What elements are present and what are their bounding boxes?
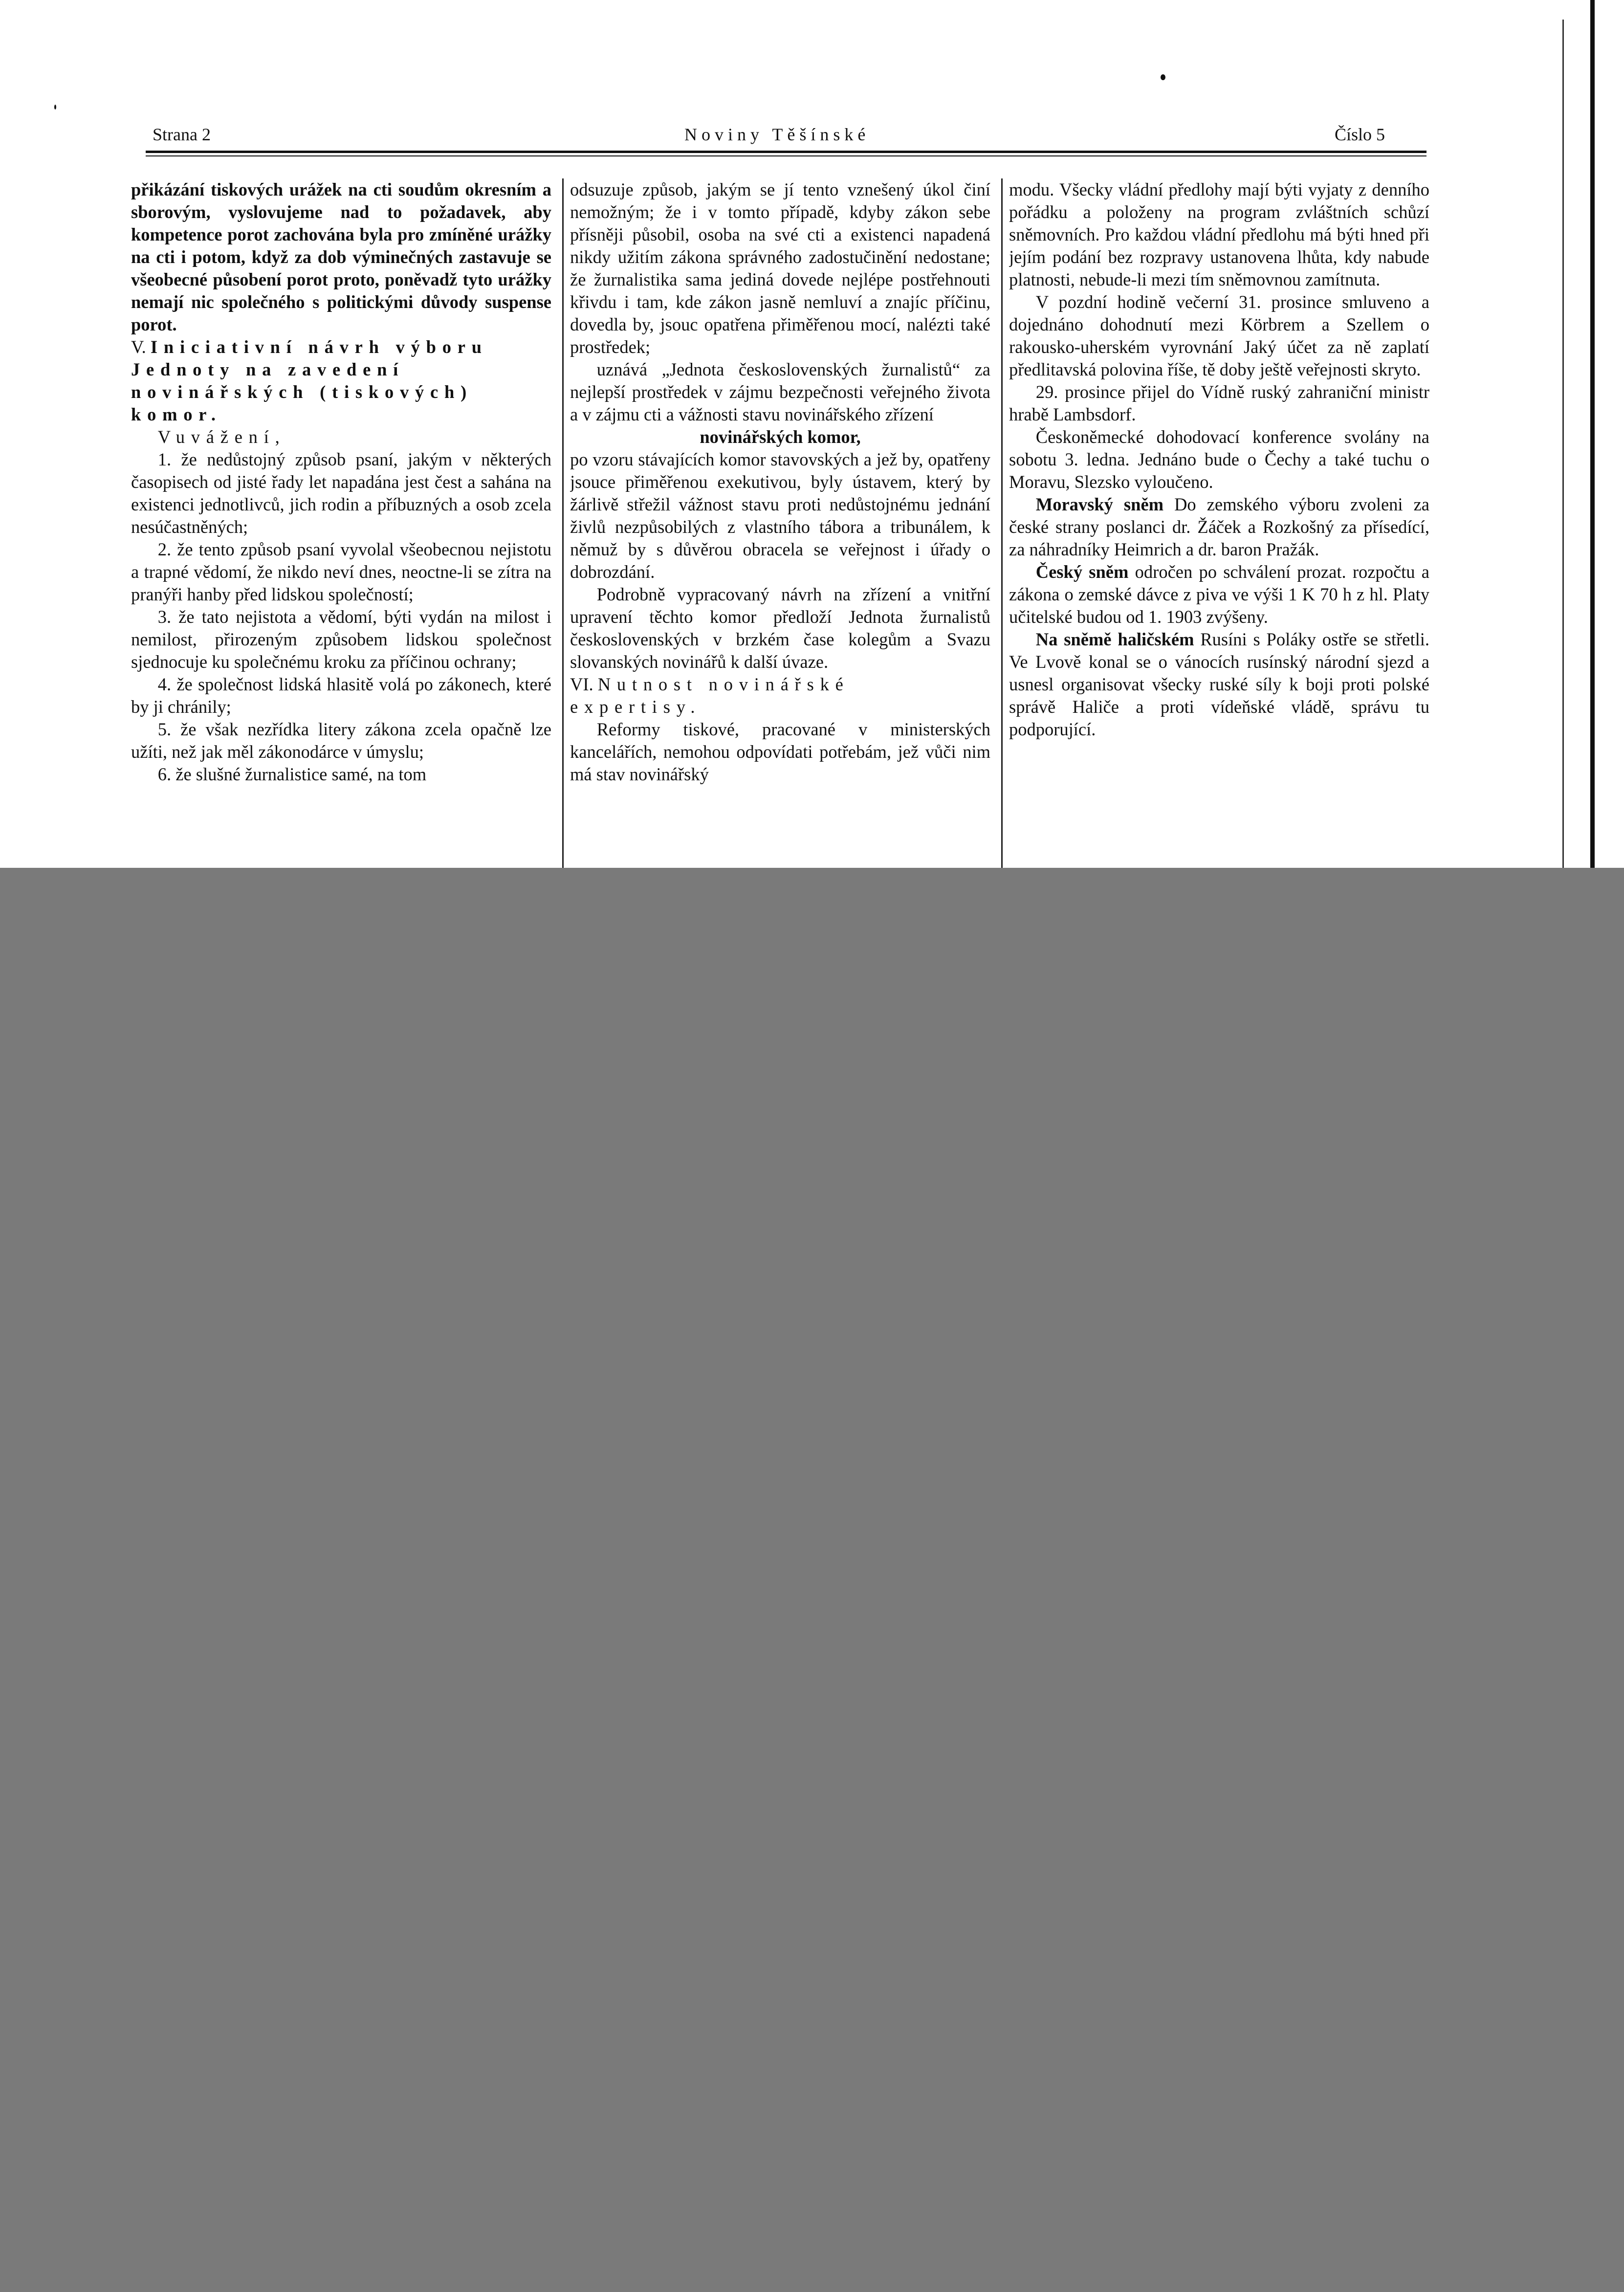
paragraph: přikázání tiskových urážek na cti soudům okresním a sborovým, vyslovujeme nad to požadavek, aby kompetence porot zachována byla pro zmíněné urážky na cti i potom, když za dob výminečných zastavuje se všeobecné působení porot proto, poněvadž tyto urážky nemají nic společného s politickými důvody suspense porot. — [131, 179, 551, 334]
article-column-1 — [131, 178, 551, 868]
column-divider — [562, 178, 564, 868]
paragraph: 2. že tento způsob psaní vyvolal všeobecnou nejistotu a trapné vědomí, že nikdo neví dnes, neoctne-li se zítra na pranýři hanby před lidskou společností; — [131, 539, 551, 604]
paragraph: po vzoru stávajících komor stavovských a jež by, opatřeny jsouce přiměřenou exekutivou, byly ústavem, který by žárlivě střežil vážnost stavu proti nedůstojnému jednání živlů nezpůsobilých z vlastního tábora a tribunálem, k němuž by s důvěrou obracela se veřejnost i úřady o dobrozdání. — [570, 449, 990, 582]
paragraph: 6. že slušné žurnalistice samé, na tom — [157, 764, 427, 784]
paragraph: VI. Nutnost novinářské expertisy. — [570, 674, 850, 717]
ink-speck — [1161, 74, 1165, 80]
header-rule — [146, 151, 1426, 153]
paragraph: Český sněm odročen po schválení prozat. rozpočtu a zákona o zemské dávce z piva ve výši 1 K 70 h z hl. Platy učitelské budou od 1. 1903 zvýšeny. — [1009, 562, 1429, 627]
newspaper-page — [0, 0, 1624, 868]
column-divider — [1001, 178, 1003, 868]
paragraph: Vuvážení, — [157, 427, 286, 447]
page-number-label: Strana 2 — [153, 125, 211, 144]
paragraph: odsuzuje způsob, jakým se jí tento vznešený úkol činí nemožným; že i v tomto případě, kdyby zákon sebe přísněji působil, osoba na své cti a existenci napadená nikdy užitím zákona správného zadostučinění nedostane; že žurnalistika sama jediná dovede nejlépe postřehnouti křivdu i tam, kde zákon jasně nemluví a znajíc příčinu, dovedla by, jsouc opatřena přiměřenou mocí, nalézti také prostředek; — [570, 179, 990, 357]
header-rule-thin — [146, 155, 1426, 156]
paragraph: 4. že společnost lidská hlasitě volá po zákonech, které by ji chránily; — [131, 674, 551, 717]
paragraph: novinářských komor, — [700, 427, 861, 447]
article-column-2 — [570, 178, 990, 868]
paragraph: Na sněmě haličském Rusíni s Poláky ostře se střetli. Ve Lvově konal se o vánocích rusínský národní sjezd a usnesl organisovat všecky ruské síly k boji proti polské správě Haliče a proti vídeňské vládě, správu tu podporující. — [1009, 629, 1429, 739]
issue-number-label: Číslo 5 — [1335, 125, 1385, 144]
paragraph: 1. že nedůstojný způsob psaní, jakým v některých časopisech od jisté řady let napadána jest čest a sahána na existenci jednotlivců, jich rodin a příbuzných a osob zcela nesúčastněných; — [131, 449, 551, 537]
paragraph: Reformy tiskové, pracované v ministerských kancelářích, nemohou odpovídati potřebám, jež vůči nim má stav novinářský — [570, 719, 990, 784]
paragraph: 29. prosince přijel do Vídně ruský zahraniční ministr hrabě Lambsdorf. — [1009, 382, 1429, 424]
paragraph: Moravský sněm Do zemského výboru zvoleni za české strany poslanci dr. Žáček a Rozkošný za přísedící, za náhradníky Heimrich a dr. baron Pražák. — [1009, 494, 1429, 559]
paragraph: Podrobně vypracovaný návrh na zřízení a vnitřní upravení těchto komor předloží Jednota žurnalistů československých v brzkém čase kolegům a Svazu slovanských novinářů k další úvaze. — [570, 584, 990, 672]
paragraph: 3. že tato nejistota a vědomí, býti vydán na milost i nemilost, přirozeným způsobem lidskou společnost sjednocuje ku společnému kroku za příčinou ochrany; — [131, 607, 551, 672]
page-edge-shadow — [1590, 0, 1595, 868]
paragraph: 5. že však nezřídka litery zákona zcela opačně lze užíti, než jak měl zákonodárce v úmyslu; — [131, 719, 551, 762]
column-edge-line — [1562, 20, 1564, 868]
paragraph: uznává „Jednota československých žurnalistů“ za nejlepší prostředek v zájmu bezpečnosti veřejného života a v zájmu cti a vážnosti stavu novinářského zřízení — [570, 359, 990, 424]
paragraph: V. Iniciativní návrh výboru Jednoty na zavedení novinářských (tiskových) komor. — [131, 337, 488, 424]
article-column-3 — [1009, 178, 1429, 868]
ink-speck — [54, 105, 56, 110]
newspaper-title: Noviny Těšínské — [684, 125, 870, 144]
paragraph: modu. Všecky vládní předlohy mají býti vyjaty z denního pořádku a položeny na program zvláštních schůzí sněmovních. Pro každou vládní předlohu má býti hned při jejím podání bez rozpravy ustanovena lhůta, kdy nabude platnosti, nebude-li mezi tím sněmovnou zamítnuta. — [1009, 179, 1429, 289]
paragraph: V pozdní hodině večerní 31. prosince smluveno a dojednáno dohodnutí mezi Körbrem a Szellem o rakousko-uherském vyrovnání Jaký účet za ně zaplatí předlitavská polovina říše, tě doby ještě veřejnosti skryto. — [1009, 292, 1429, 379]
paragraph: Českoněmecké dohodovací konference svolány na sobotu 3. ledna. Jednáno bude o Čechy a také tuchu o Moravu, Slezsko vyloučeno. — [1009, 427, 1429, 492]
